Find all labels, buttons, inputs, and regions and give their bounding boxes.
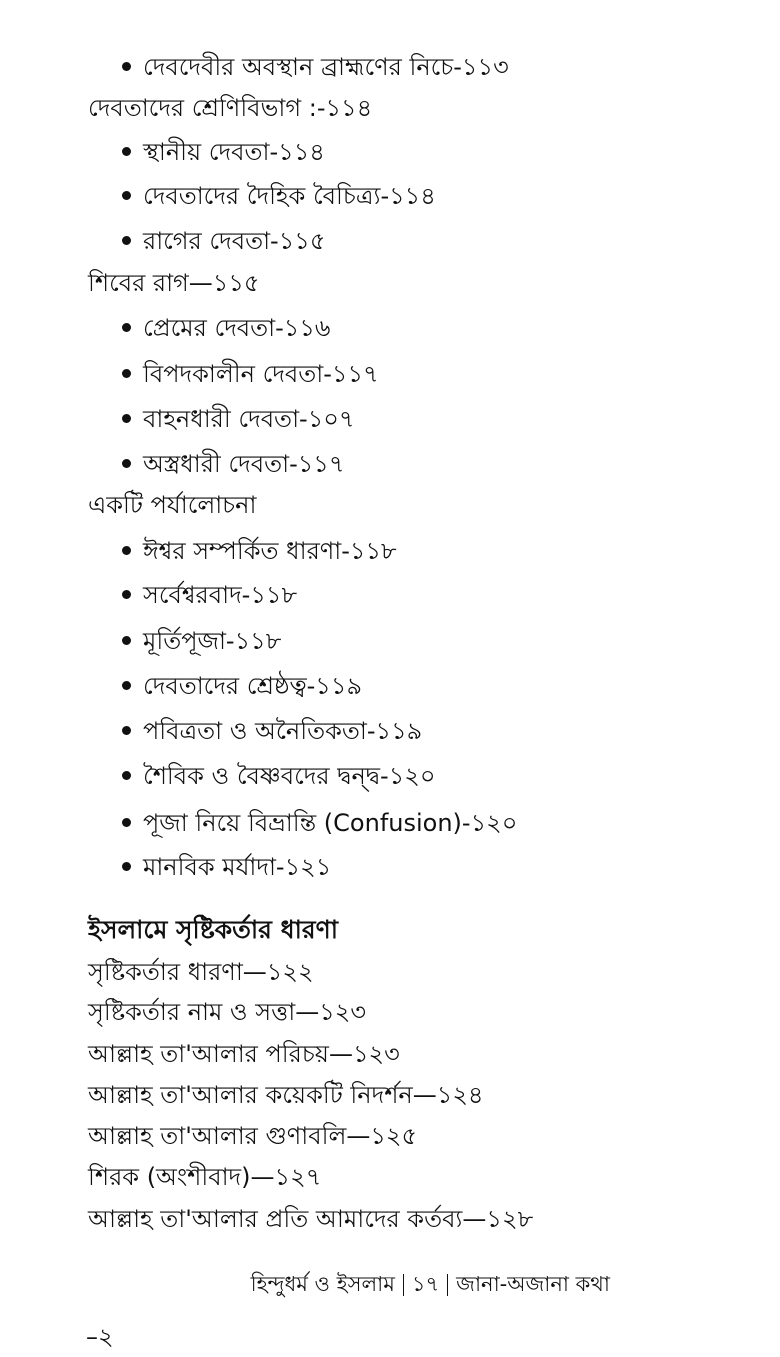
toc-entry-text: শৈবিক ও বৈষ্ণবদের দ্বন্দ্ব-১২০ <box>143 762 436 790</box>
toc-entry-text: অস্ত্রধারী দেবতা-১১৭ <box>143 450 345 478</box>
bullet-icon <box>122 636 131 645</box>
toc-entry <box>122 536 397 566</box>
toc-entry-text: মানবিক মর্যাদা-১২১ <box>143 853 332 881</box>
bullet-icon <box>122 459 131 468</box>
bullet-icon <box>122 323 131 332</box>
page-footer <box>251 1270 610 1298</box>
toc-entry <box>122 137 325 167</box>
footer-book-title: হিন্দুধর্ম ও ইসলাম <box>250 1272 395 1296</box>
bullet-icon <box>122 681 131 690</box>
toc-entry <box>122 52 509 82</box>
footer-page-number: ১৭ <box>411 1272 440 1296</box>
bullet-icon <box>122 369 131 378</box>
toc-entry: সৃষ্টিকর্তার ধারণা—১২২ <box>88 958 314 986</box>
toc-entry: শিরক (অংশীবাদ)—১২৭ <box>88 1163 322 1191</box>
toc-entry-text: পবিত্রতা ও অনৈতিকতা-১১৯ <box>143 717 423 745</box>
footer-divider <box>447 1274 448 1296</box>
toc-heading <box>88 268 260 298</box>
bullet-icon <box>122 191 131 200</box>
toc-entry-text: দেবদেবীর অবস্থান ব্রাহ্মণের নিচে-১১৩ <box>143 53 509 81</box>
bullet-icon <box>122 771 131 780</box>
toc-entry-text: মূর্তিপূজা-১১৮ <box>143 627 282 655</box>
toc-heading <box>88 93 372 123</box>
toc-entry <box>122 580 297 610</box>
toc-entry-text: পূজা নিয়ে বিভ্রান্তি (Confusion)-১২০ <box>143 809 518 837</box>
toc-entry: আল্লাহ তা'আলার কয়েকটি নিদর্শন—১২৪ <box>88 1081 484 1109</box>
toc-entry <box>122 359 379 389</box>
bullet-icon <box>122 590 131 599</box>
toc-entry <box>122 313 331 343</box>
toc-entry-text: প্রেমের দেবতা-১১৬ <box>143 314 331 342</box>
toc-entry: আল্লাহ তা'আলার গুণাবলি—১২৫ <box>88 1122 418 1150</box>
footer-divider <box>403 1274 404 1296</box>
toc-entry: আল্লাহ তা'আলার পরিচয়—১২৩ <box>88 1040 400 1068</box>
toc-entry <box>122 716 422 746</box>
bullet-icon <box>122 147 131 156</box>
toc-entry-text: সর্বেশ্বরবাদ-১১৮ <box>143 581 298 609</box>
toc-entry <box>122 852 331 882</box>
toc-entry <box>122 626 281 656</box>
toc-entry <box>122 226 325 256</box>
toc-entry-text: দেবতাদের শ্রেষ্ঠত্ব-১১৯ <box>143 672 363 700</box>
toc-heading-text: একটি পর্যালোচনা <box>88 491 257 519</box>
bullet-icon <box>122 818 131 827</box>
toc-entry: সৃষ্টিকর্তার নাম ও সত্তা—১২৩ <box>88 998 366 1026</box>
toc-heading-text: দেবতাদের শ্রেণিবিভাগ :-১১৪ <box>88 94 373 122</box>
toc-heading <box>88 490 256 520</box>
toc-entry-text: বিপদকালীন দেবতা-১১৭ <box>143 360 379 388</box>
toc-entry: আল্লাহ তা'আলার প্রতি আমাদের কর্তব্য—১২৮ <box>88 1205 534 1233</box>
toc-entry <box>122 181 436 211</box>
toc-entry <box>122 761 436 791</box>
toc-entry <box>122 449 345 479</box>
toc-entry-text: ঈশ্বর সম্পর্কিত ধারণা-১১৮ <box>143 537 397 565</box>
bullet-icon <box>122 862 131 871</box>
bullet-icon <box>122 726 131 735</box>
toc-heading-text: শিবের রাগ—১১৫ <box>88 269 260 297</box>
toc-entry-text: দেবতাদের দৈহিক বৈচিত্র্য-১১৪ <box>143 182 436 210</box>
bullet-icon <box>122 62 131 71</box>
bullet-icon <box>122 236 131 245</box>
footer-subtitle: জানা-অজানা কথা <box>456 1272 610 1296</box>
toc-entry <box>122 671 362 701</box>
toc-entry-text: রাগের দেবতা-১১৫ <box>143 227 326 255</box>
toc-entry <box>122 404 354 434</box>
section-title: ইসলামে সৃষ্টিকর্তার ধারণা <box>88 915 339 944</box>
bullet-icon <box>122 546 131 555</box>
toc-entry-text: স্থানীয় দেবতা-১১৪ <box>143 138 325 166</box>
bullet-icon <box>122 414 131 423</box>
signature-mark: –২ <box>86 1323 114 1351</box>
toc-entry <box>122 808 517 838</box>
toc-entry-text: বাহনধারী দেবতা-১০৭ <box>143 405 355 433</box>
